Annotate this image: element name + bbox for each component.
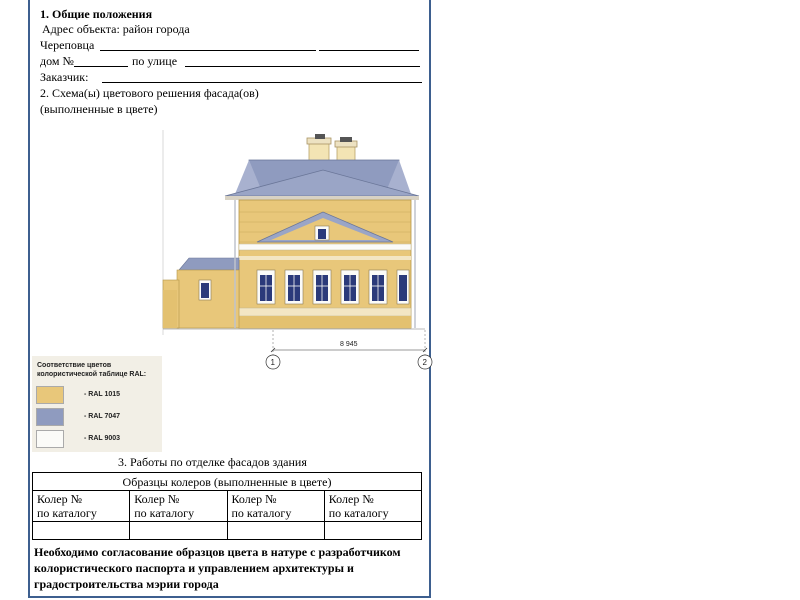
city-label: Череповца (40, 38, 95, 52)
color-column-3 (227, 491, 324, 522)
house-label: дом № (40, 54, 74, 68)
swatch-ral-9003 (36, 430, 64, 448)
color-sample-cell-4 (324, 522, 421, 540)
section3-heading: 3. Работы по отделке фасадов здания (118, 455, 307, 469)
color-column-sublabel: по каталогу (134, 506, 195, 520)
customer-fill-line (102, 82, 422, 83)
swatch-label-ral-9003: - RAL 9003 (84, 435, 121, 442)
color-sample-cell-1 (33, 522, 130, 540)
swatch-label-ral-1015: - RAL 1015 (84, 391, 121, 398)
color-column-4 (324, 491, 421, 522)
color-column-label: Колер № (134, 492, 180, 506)
customer-label: Заказчик: (40, 70, 89, 84)
ral-legend (32, 356, 162, 452)
color-samples-title: Образцы колеров (выполненные в цвете) (33, 473, 422, 491)
color-column-label: Колер № (231, 492, 277, 506)
ral-legend-title-1: Соответствие цветов (37, 362, 112, 369)
color-samples-table (32, 472, 422, 540)
approval-note: Необходимо согласование образцов цвета в натуре с разработчиком колористического паспорта и управлением архитектуры и градостроительства мэрии города (34, 545, 401, 591)
swatch-label-ral-7047: - RAL 7047 (84, 413, 121, 420)
color-column-sublabel: по каталогу (328, 506, 389, 520)
color-column-sublabel: по каталогу (231, 506, 292, 520)
color-sample-cell-3 (227, 522, 324, 540)
axis-label-right: 2 (422, 358, 427, 367)
color-sample-cell-2 (130, 522, 227, 540)
street-label: по улице (132, 54, 178, 68)
section2-heading: 2. Схема(ы) цветового решения фасада(ов) (40, 86, 259, 100)
city-fill-line-2 (319, 50, 419, 51)
house-fill-line (74, 66, 128, 67)
document-page (28, 0, 431, 598)
color-column-2 (130, 491, 227, 522)
swatch-ral-1015 (36, 386, 64, 404)
street-fill-line (185, 66, 420, 67)
ral-legend-title-2: колористической таблице RAL: (37, 371, 147, 378)
section1-heading: 1. Общие положения (40, 7, 153, 21)
swatch-ral-7047 (36, 408, 64, 426)
axis-label-left: 1 (270, 358, 275, 367)
section2-subheading: (выполненные в цвете) (40, 102, 158, 116)
dimension-label: 8 945 (340, 341, 358, 348)
color-column-sublabel: по каталогу (37, 506, 97, 520)
color-column-1 (33, 491, 130, 522)
facade-drawing (163, 130, 425, 370)
city-fill-line (100, 50, 316, 51)
address-label: Адрес объекта: район города (42, 22, 190, 36)
color-column-label: Колер № (328, 492, 374, 506)
color-column-label: Колер № (37, 492, 83, 506)
